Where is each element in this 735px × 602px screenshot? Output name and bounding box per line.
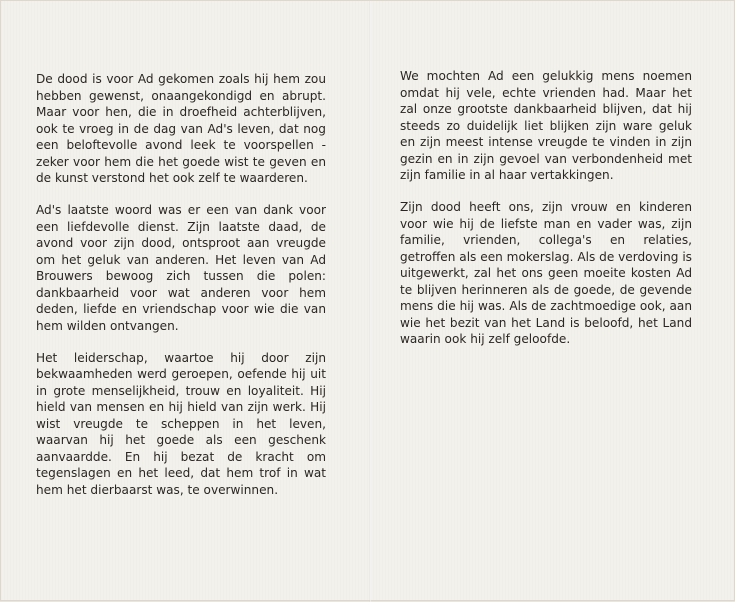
left-paragraph-3: Het leiderschap, waartoe hij door zijn bekwaamheden werd geroepen, oefende hij uit in grote menselijkheid, trouw en loyaliteit. Hij hield van mensen en hij hield van zijn werk. Hij wist vreugde te scheppen in het leven, waarvan hij het goede als een geschenk aanvaardde. En hij bezat de kracht om tegenslagen en het leed, dat hem trof in wat hem het dierbaarst was, te overwinnen. [36,350,326,497]
left-page [1,1,369,602]
right-paragraph-2: Zijn dood heeft ons, zijn vrouw en kinderen voor wie hij de liefste man en vader was, zijn familie, vrienden, collega's en relaties, getroffen als een mokerslag. Als de verdoving is uitgewerkt, zal het ons geen moeite kosten Ad te blijven herinneren als de goede, de gevende mens die hij was. Als de zachtmoedige ook, aan wie het bezit van het Land is beloofd, het Land waarin ook hij zelf geloofde. [400,200,692,346]
left-paragraph-1: De dood is voor Ad gekomen zoals hij hem zou hebben gewenst, onaangekondigd en abrupt. Maar voor hen, die in droefheid achterblijven, ook te vroeg in de dag van Ad's leven, dat nog een beloftevolle avond leek te voorspellen - zeker voor hem die het goede wist te geven en de kunst verstond het ook zelf te waarderen. [36,72,326,185]
left-paragraph-2: Ad's laatste woord was er een van dank voor een liefdevolle dienst. Zijn laatste daad, de avond voor zijn dood, ontsproot aan vreugde om het geluk van anderen. Het leven van Ad Brouwers bewoog zich tussen die polen: dankbaarheid voor wat anderen voor hem deden, liefde en vriendschap voor wie die van hem wilden ontvangen. [36,203,326,333]
right-paragraph-1: We mochten Ad een gelukkig mens noemen omdat hij vele, echte vrienden had. Maar het zal onze grootste dankbaarheid blijven, dat hij steeds zo duidelijk liet blijken zijn ware geluk en zijn meest intense vreugde te vinden in zijn gezin en in zijn gevoel van verbondenheid met zijn familie in al haar vertakkingen. [400,69,692,182]
right-page [371,1,735,602]
left-text-column [36,71,326,514]
right-text-column [400,68,692,363]
